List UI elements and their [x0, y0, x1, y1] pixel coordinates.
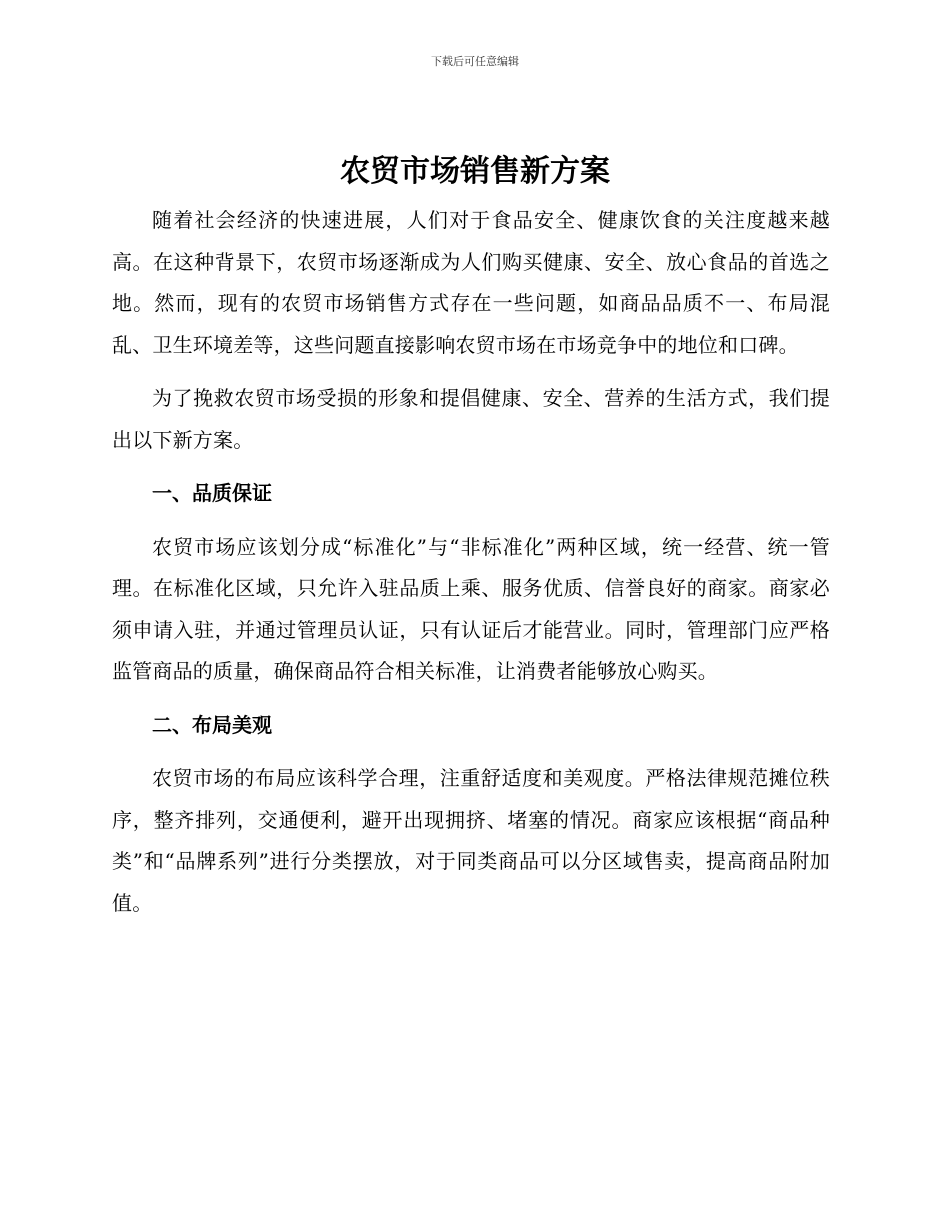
intro-paragraph-1: 随着社会经济的快速进展，人们对于食品安全、健康饮食的关注度越来越高。在这种背景下，农贸市场逐渐成为人们购买健康、安全、放心食品的首选之地。然而，现有的农贸市场销售方式存在一些问题，如商品品质不一、布局混乱、卫生环境差等，这些问题直接影响农贸市场在市场竞争中的地位和口碑。 [112, 208, 830, 357]
section-heading-layout: 二、布局美观 [152, 712, 272, 737]
section-heading-quality: 一、品质保证 [152, 481, 272, 505]
intro-paragraph-2: 为了挽救农贸市场受损的形象和提倡健康、安全、营养的生活方式，我们提出以下新方案。 [112, 386, 830, 452]
document-title: 农贸市场销售新方案 [340, 154, 610, 189]
section-paragraph-layout: 农贸市场的布局应该科学合理，注重舒适度和美观度。严格法律规范摊位秩序，整齐排列，交通便利，避开出现拥挤、堵塞的情况。商家应该根据“商品种类”和“品牌系列”进行分类摆放，对于同类商品可以分区域售卖，提高商品附加值。 [112, 766, 830, 915]
page-header-note: 下载后可任意编辑 [431, 55, 519, 68]
document-body [112, 200, 830, 936]
section-paragraph-quality: 农贸市场应该划分成“标准化”与“非标准化”两种区域，统一经营、统一管理。在标准化区域，只允许入驻品质上乘、服务优质、信誉良好的商家。商家必须申请入驻，并通过管理员认证，只有认证后才能营业。同时，管理部门应严格监管商品的质量，确保商品符合相关标准，让消费者能够放心购买。 [112, 534, 830, 683]
